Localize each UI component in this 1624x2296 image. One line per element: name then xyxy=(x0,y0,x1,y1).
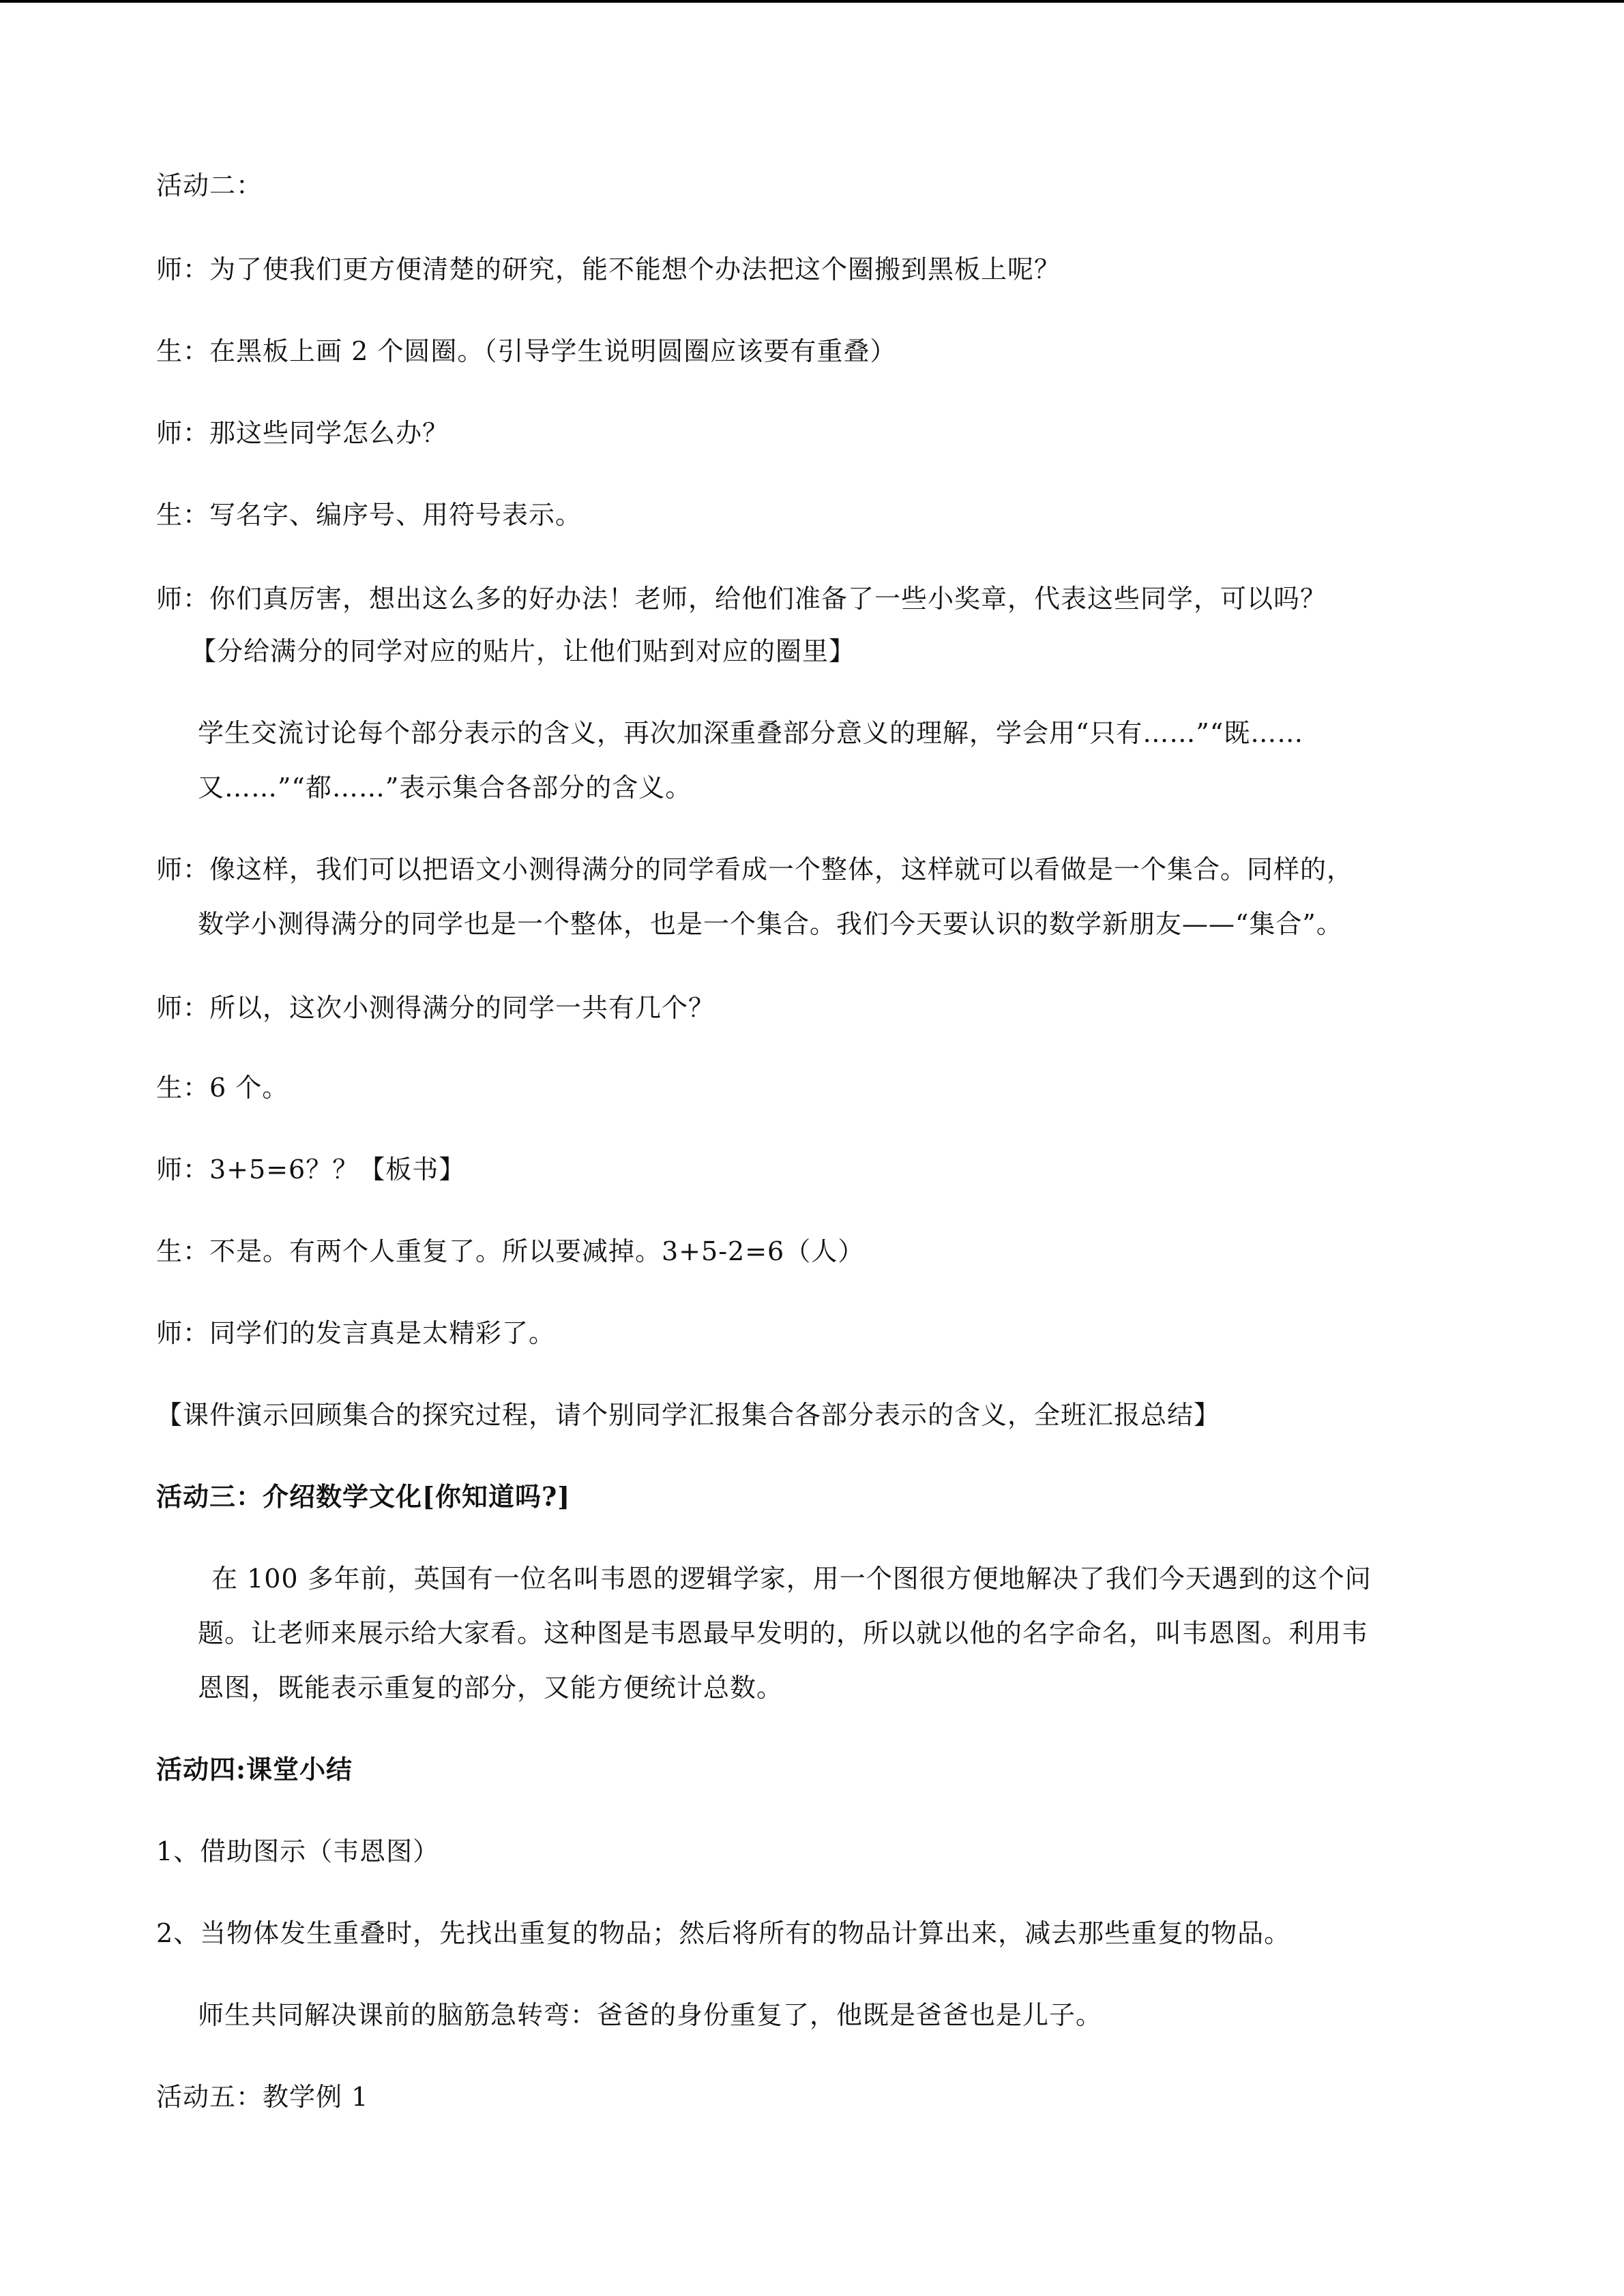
list-item: 1、借助图示（韦恩图） xyxy=(156,1836,440,1866)
paragraph-line: 师：你们真厉害，想出这么多的好办法！老师，给他们准备了一些小奖章，代表这些同学，可以吗？ xyxy=(156,584,1327,614)
paragraph-line: 师生共同解决课前的脑筋急转弯：爸爸的身份重复了，他既是爸爸也是儿子。 xyxy=(198,2000,1103,2030)
paragraph-line: 师：像这样，我们可以把语文小测得满分的同学看成一个整体，这样就可以看做是一个集合。同样的， xyxy=(156,854,1354,884)
paragraph-line: 又……”“都……”表示集合各部分的含义。 xyxy=(198,773,692,803)
paragraph-line: 师：3+5=6？？【板书】 xyxy=(156,1154,466,1184)
paragraph-line: 师：同学们的发言真是太精彩了。 xyxy=(156,1318,556,1348)
paragraph-line: 恩图，既能表示重复的部分，又能方便统计总数。 xyxy=(198,1673,784,1703)
paragraph-line: 师：为了使我们更方便清楚的研究，能不能想个办法把这个圈搬到黑板上呢？ xyxy=(156,254,1061,284)
heading-activity-five: 活动五：教学例 1 xyxy=(156,2082,369,2112)
paragraph-line: 生：6 个。 xyxy=(156,1073,289,1103)
heading-activity-four: 活动四:课堂小结 xyxy=(156,1754,353,1785)
paragraph-line: 在 100 多年前，英国有一位名叫韦恩的逻辑学家，用一个图很方便地解决了我们今天遇到的这个问 xyxy=(211,1564,1372,1594)
paragraph-line: 题。让老师来展示给大家看。这种图是韦恩最早发明的，所以就以他的名字命名，叫韦恩图。利用韦 xyxy=(198,1618,1369,1648)
list-item: 2、当物体发生重叠时，先找出重复的物品；然后将所有的物品计算出来，减去那些重复的物品。 xyxy=(156,1918,1291,1948)
paragraph-line: 生：不是。有两个人重复了。所以要减掉。3+5-2=6（人） xyxy=(156,1236,865,1266)
paragraph-line: 数学小测得满分的同学也是一个整体，也是一个集合。我们今天要认识的数学新朋友——“集合”。 xyxy=(198,909,1343,939)
heading-activity-three: 活动三：介绍数学文化[你知道吗?] xyxy=(156,1481,571,1512)
paragraph-line: 生：写名字、编序号、用符号表示。 xyxy=(156,500,582,530)
paragraph-line: 学生交流讨论每个部分表示的含义，再次加深重叠部分意义的理解，学会用“只有……”“既…… xyxy=(198,718,1304,748)
paragraph-line: 【分给满分的同学对应的贴片，让他们贴到对应的圈里】 xyxy=(190,636,856,666)
paragraph-line: 【课件演示回顾集合的探究过程，请个别同学汇报集合各部分表示的含义，全班汇报总结】 xyxy=(156,1400,1221,1430)
paragraph-line: 师：那这些同学怎么办？ xyxy=(156,418,449,448)
paragraph-line: 师：所以，这次小测得满分的同学一共有几个？ xyxy=(156,993,715,1023)
paragraph-line: 生：在黑板上画 2 个圆圈。（引导学生说明圆圈应该要有重叠） xyxy=(156,336,897,366)
heading-activity-two: 活动二： xyxy=(156,170,263,200)
